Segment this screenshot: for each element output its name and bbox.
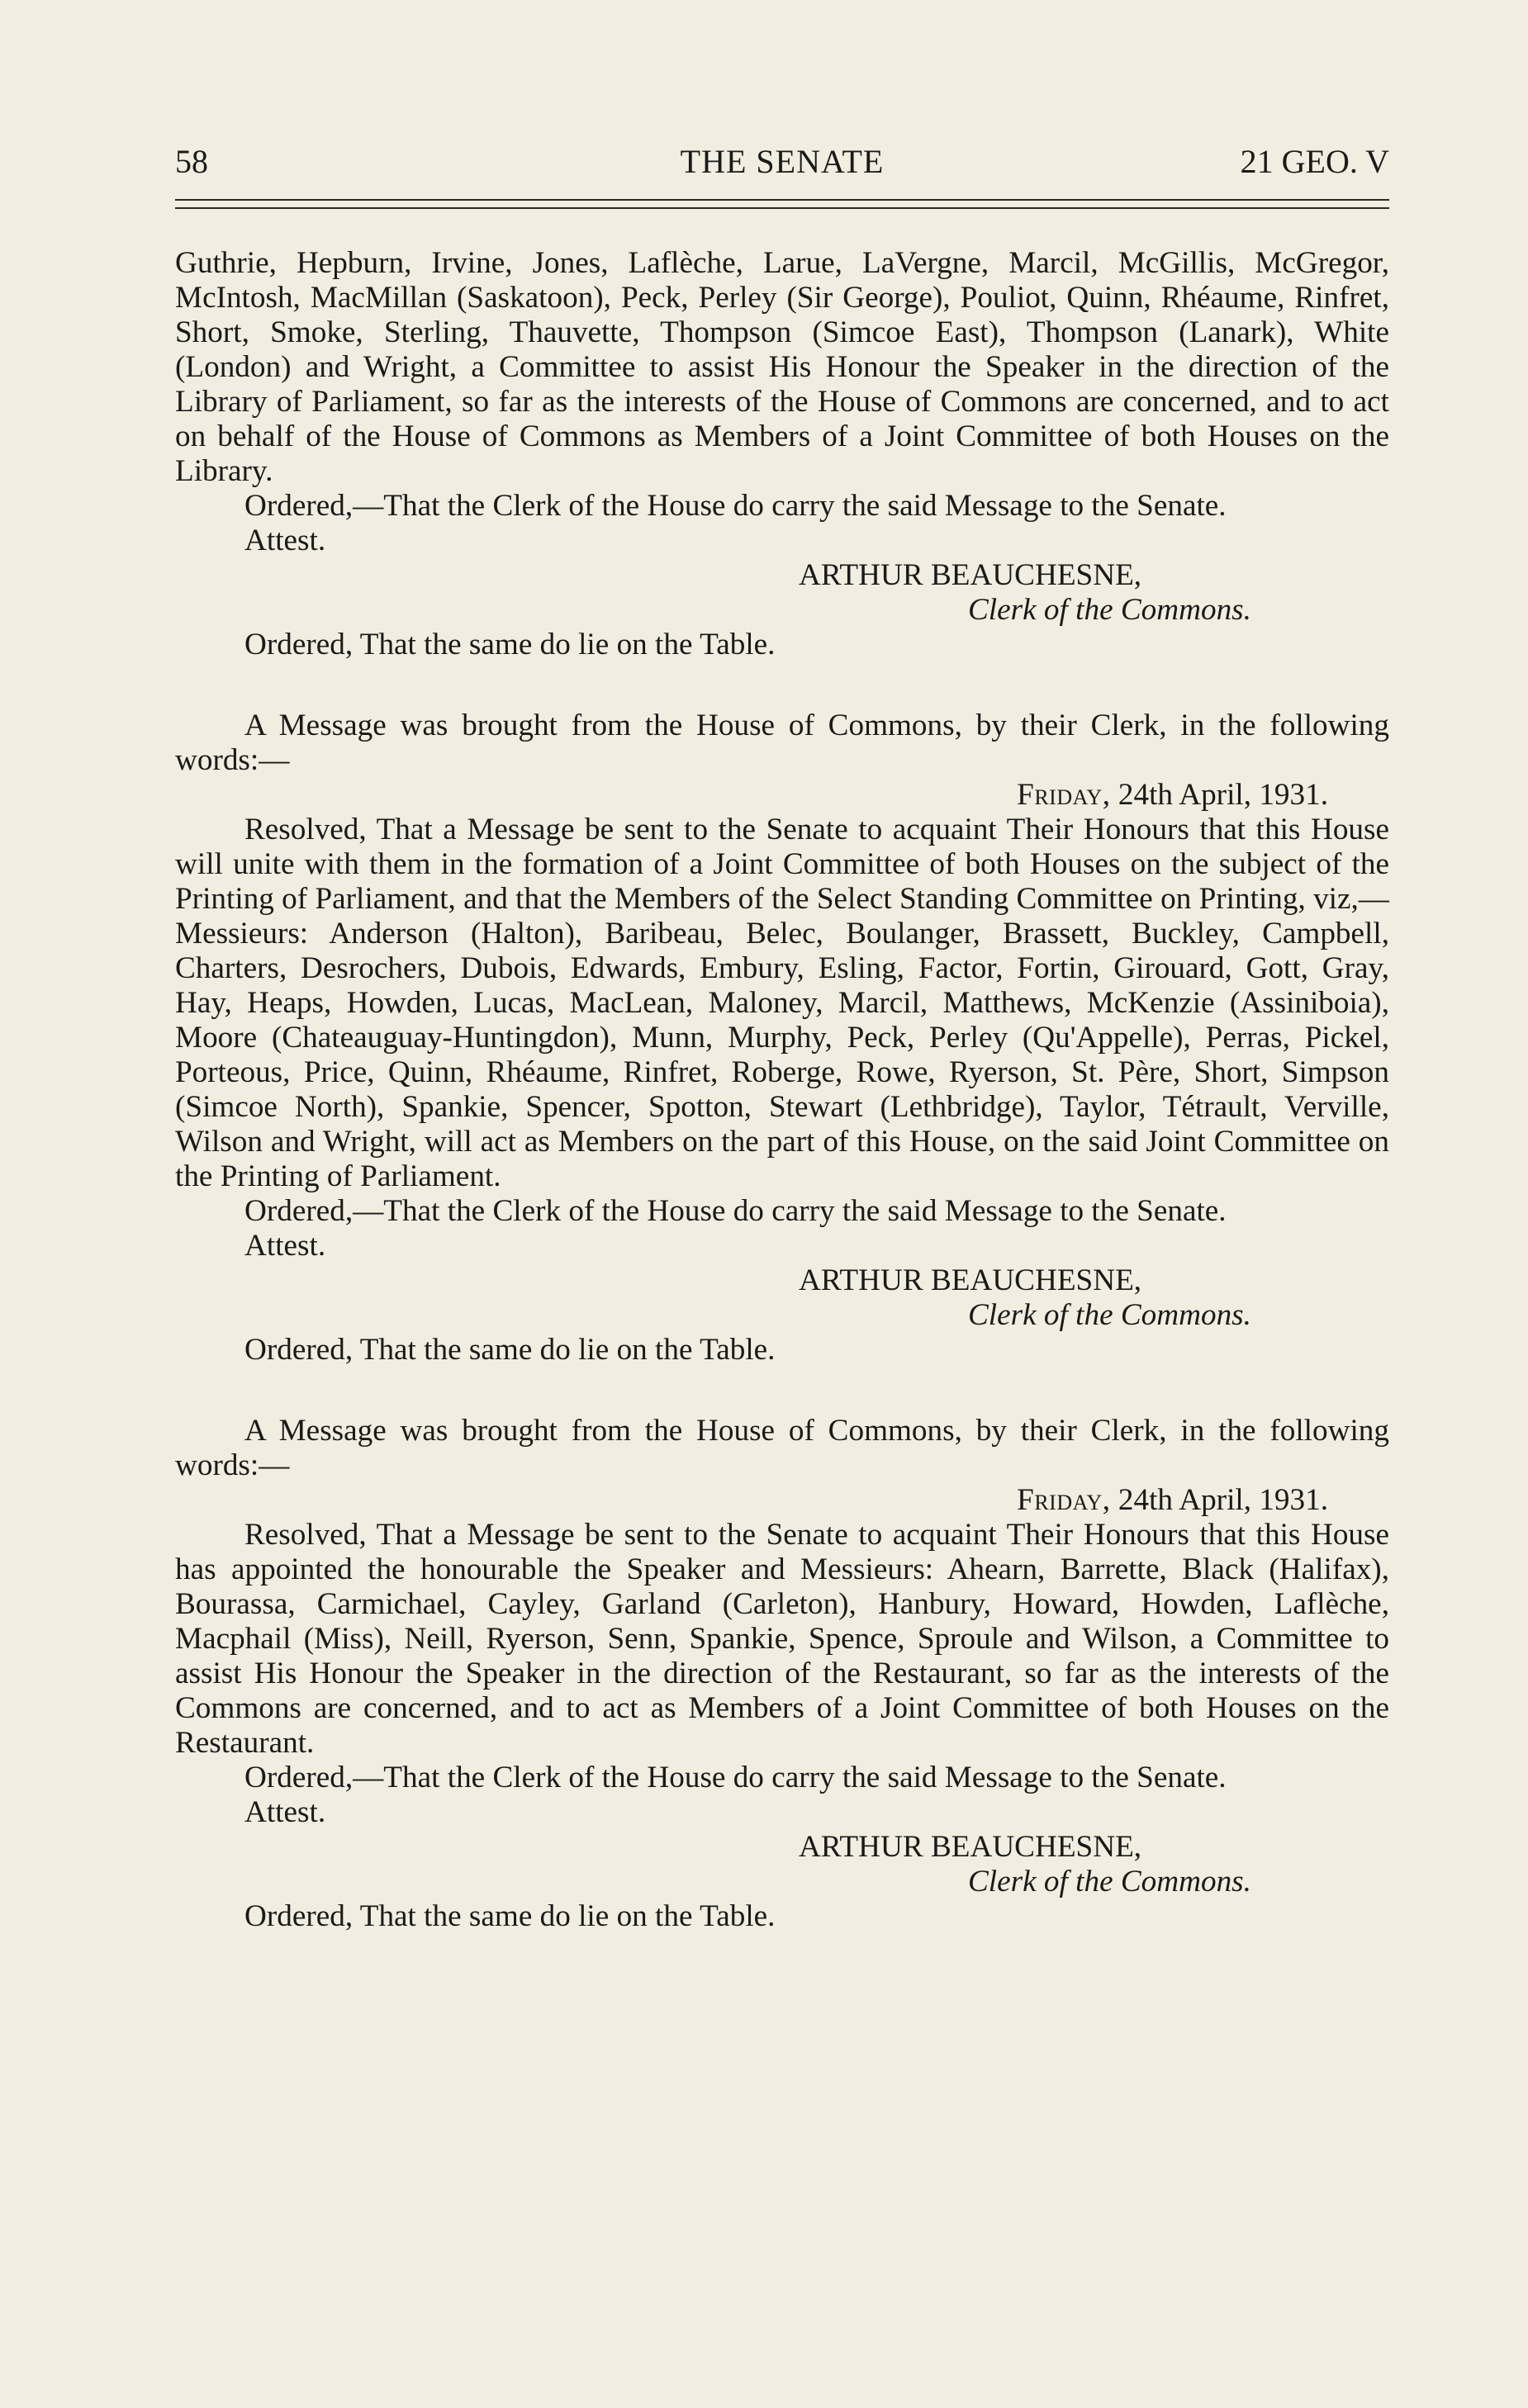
message-intro: A Message was brought from the House of Commons, by their Clerk, in the following words:—: [175, 1414, 1389, 1482]
ordered-table-line: Ordered, That the same do lie on the Table.: [244, 1333, 776, 1367]
ordered-carry-paragraph: Ordered,—That the Clerk of the House do carry the said Message to the Senate.: [244, 1761, 1227, 1794]
attest-line: Attest.: [244, 524, 326, 557]
signature-name: ARTHUR BEAUCHESNE,: [799, 1263, 1142, 1297]
section-gap: [175, 662, 1389, 709]
resolved-paragraph: Resolved, That a Message be sent to the Senate to acquaint Their Honours that this House has appointed the honourable the Speaker and Messieurs: Ahearn, Barrette, Black (Halifax), Bourassa, Carmichael, Cayley, Garland (Carleton), Hanbury, Howard, Howden, Laflèche, Macphail (Miss), Neill, Ryerson, Senn, Spankie, Spence, Sproule and Wilson, a Committee to assist His Honour the Speaker in the direction of the Restaurant, so far as the interests of the Commons are concerned, and to act as Members of a Joint Committee of both Houses on the Restaurant.: [175, 1518, 1389, 1760]
signature-role: Clerk of the Commons.: [968, 1865, 1251, 1898]
ordered-table-line: Ordered, That the same do lie on the Table.: [244, 1899, 776, 1933]
running-header: [175, 139, 1389, 185]
document-body: [175, 246, 1389, 1934]
ordered-table-line: Ordered, That the same do lie on the Table.: [244, 628, 776, 661]
section-gap: [175, 1368, 1389, 1414]
date-rest: 24th April, 1931.: [1110, 1483, 1328, 1517]
message-date: [175, 1483, 1389, 1518]
signature-role: Clerk of the Commons.: [968, 1298, 1251, 1332]
attest-line: Attest.: [244, 1795, 326, 1829]
header-rule-top: [175, 199, 1389, 201]
ordered-carry-paragraph: Ordered,—That the Clerk of the House do carry the said Message to the Senate.: [244, 489, 1227, 523]
date-day: Friday,: [1017, 778, 1111, 812]
page-title: THE SENATE: [680, 143, 885, 180]
page-number: 58: [175, 143, 208, 180]
ordered-carry-paragraph: Ordered,—That the Clerk of the House do carry the said Message to the Senate.: [244, 1194, 1227, 1228]
message-intro: A Message was brought from the House of Commons, by their Clerk, in the following words:—: [175, 709, 1389, 777]
message-date: [175, 778, 1389, 813]
header-rule-bottom: [175, 207, 1389, 209]
resolved-paragraph: Resolved, That a Message be sent to the Senate to acquaint Their Honours that this House will unite with them in the formation of a Joint Committee of both Houses on the subject of the Printing of Parliament, and that the Members of the Select Standing Committee on Printing, viz,—Messieurs: Anderson (Halton), Baribeau, Belec, Boulanger, Brassett, Buckley, Campbell, Charters, Desrochers, Dubois, Edwards, Embury, Esling, Factor, Fortin, Girouard, Gott, Gray, Hay, Heaps, Howden, Lucas, MacLean, Maloney, Marcil, Matthews, McKenzie (Assiniboia), Moore (Chateauguay-Huntingdon), Munn, Murphy, Peck, Perley (Qu'Appelle), Perras, Pickel, Porteous, Price, Quinn, Rhéaume, Rinfret, Roberge, Rowe, Ryerson, St. Père, Short, Simpson (Simcoe North), Spankie, Spencer, Spotton, Stewart (Lethbridge), Taylor, Tétrault, Verville, Wilson and Wright, will act as Members on the part of this House, on the said Joint Committee on the Printing of Parliament.: [175, 813, 1389, 1193]
date-day: Friday,: [1017, 1483, 1111, 1517]
continuation-paragraph: Guthrie, Hepburn, Irvine, Jones, Laflèche, Larue, LaVergne, Marcil, McGillis, McGregor, McIntosh, MacMillan (Saskatoon), Peck, Perley (Sir George), Pouliot, Quinn, Rhéaume, Rinfret, Short, Smoke, Sterling, Thauvette, Thompson (Simcoe East), Thompson (Lanark), White (London) and Wright, a Committee to assist His Honour the Speaker in the direction of the Library of Parliament, so far as the interests of the House of Commons are concerned, and to act on behalf of the House of Commons as Members of a Joint Committee of both Houses on the Library.: [175, 246, 1389, 488]
signature-name: ARTHUR BEAUCHESNE,: [799, 558, 1142, 592]
signature-role: Clerk of the Commons.: [968, 593, 1251, 627]
date-rest: 24th April, 1931.: [1110, 778, 1328, 812]
session-label: 21 GEO. V: [1240, 143, 1389, 180]
signature-name: ARTHUR BEAUCHESNE,: [799, 1830, 1142, 1864]
attest-line: Attest.: [244, 1229, 326, 1263]
